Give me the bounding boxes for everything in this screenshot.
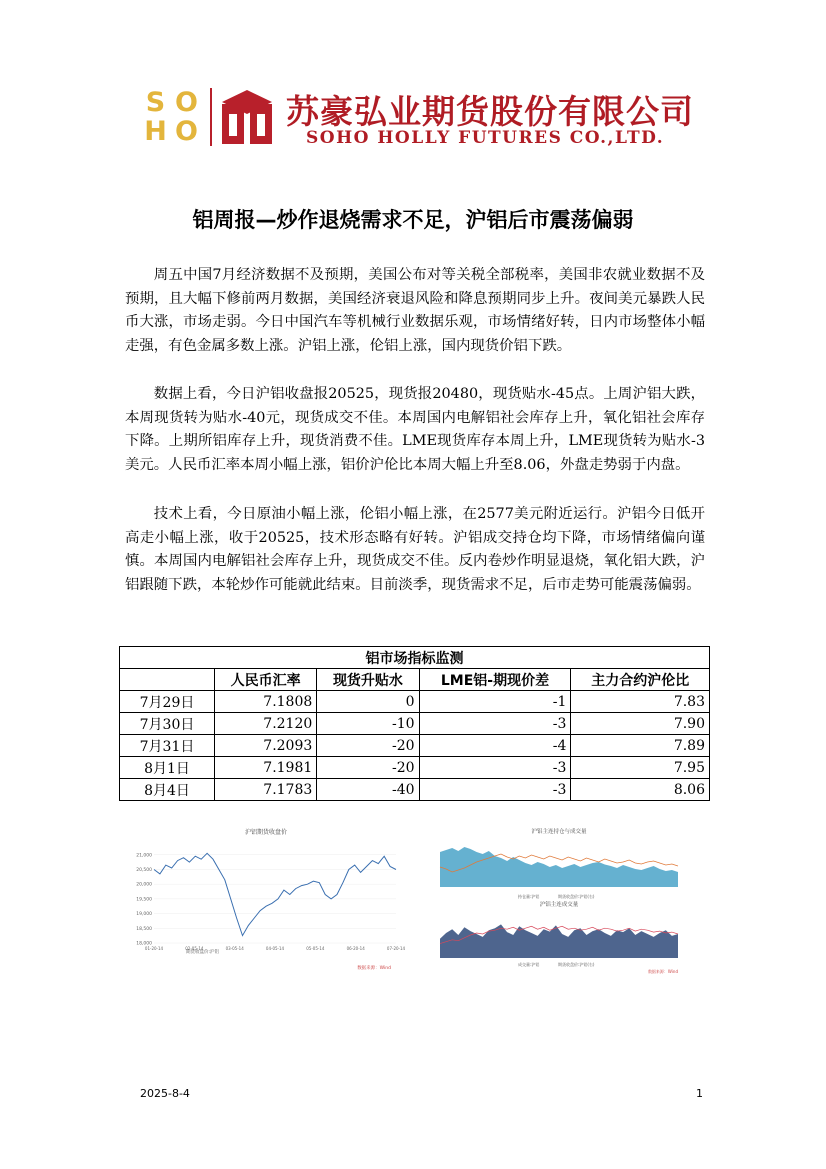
table-row <box>120 735 710 757</box>
table-cell: 7月30日 <box>120 713 215 735</box>
legend-entry: 成交量:沪铝 <box>518 962 540 967</box>
table-cell: -1 <box>419 691 571 713</box>
x-tick-label: 01-20-14 <box>144 946 164 951</box>
table-cell: 7.2093 <box>215 735 317 757</box>
x-tick-label: 03-05-14 <box>225 946 244 951</box>
series-area <box>440 847 678 887</box>
legend-entry: 期货收盘价:沪铝 <box>186 950 220 955</box>
table-cell: 7.1783 <box>215 779 317 801</box>
page-number: 1 <box>696 1087 703 1100</box>
table-cell: 8.06 <box>571 779 710 801</box>
table-cell: 7.1808 <box>215 691 317 713</box>
table-cell: 7月29日 <box>120 691 215 713</box>
x-tick-label: 02-05-14 <box>185 946 204 951</box>
table-cell: -4 <box>419 735 571 757</box>
company-name-en: SOHO HOLLY FUTURES CO.,LTD. <box>306 128 665 148</box>
logo-letter: O <box>175 116 198 147</box>
chart-open-interest <box>428 825 690 900</box>
table-cell: 7.95 <box>571 757 710 779</box>
y-tick-label: 21,000 <box>136 853 152 859</box>
x-tick-label: 05-05-14 <box>306 946 325 951</box>
company-name-cn: 苏豪弘业期货股份有限公司 <box>286 92 694 131</box>
table-header-row <box>120 669 710 691</box>
table-cell: -20 <box>317 757 419 779</box>
table-row <box>120 757 710 779</box>
table-cell: 8月1日 <box>120 757 215 779</box>
aluminum-monitor-table <box>119 646 710 801</box>
table-header: 人民币汇率 <box>215 669 317 691</box>
table-cell: 7.2120 <box>215 713 317 735</box>
y-tick-label: 18,500 <box>136 926 152 932</box>
table-header: 主力合约沪伦比 <box>571 669 710 691</box>
footer-date: 2025-8-4 <box>140 1087 190 1100</box>
table-cell: 7.83 <box>571 691 710 713</box>
table-title: 铝市场指标监测 <box>120 647 710 669</box>
paragraph-technical: 技术上看，今日原油小幅上涨，伦铝小幅上涨，在2577美元附近运行。沪铝今日低开高走小幅上涨，收于20525，技术形态略有好转。沪铝成交持仓均下降，市场情绪偏向谨慎。本周国内电解铝社会库存上升，现货成交不佳。反内卷炒作明显退烧，氧化铝大跌，沪铝跟随下跌，本轮炒作可能就此结束。目前淡季，现货需求不足，后市走势可能震荡偏弱。 <box>125 506 705 593</box>
x-tick-label: 04-05-14 <box>265 946 285 951</box>
x-tick-label: 07-20-14 <box>386 946 406 951</box>
table-row <box>120 779 710 801</box>
brand-mark-icon <box>220 88 274 146</box>
y-tick-label: 20,000 <box>136 882 152 888</box>
gridlines <box>154 855 396 943</box>
x-axis <box>145 946 406 951</box>
y-tick-label: 20,500 <box>136 867 152 873</box>
soho-logo <box>140 88 202 146</box>
legend-entry: 持仓量:沪铝 <box>518 894 540 899</box>
chart-source: 数据来源：Wind <box>647 969 678 974</box>
table-cell: -20 <box>317 735 419 757</box>
report-title: 铝周报—炒作退烧需求不足，沪铝后市震荡偏弱 <box>192 208 634 232</box>
table-cell: 7.1981 <box>215 757 317 779</box>
y-tick-label: 18,000 <box>136 941 152 947</box>
chart-volume <box>428 900 690 975</box>
table-cell: 0 <box>317 691 419 713</box>
series-line <box>154 853 396 935</box>
series-lines <box>154 853 396 935</box>
table-cell: -3 <box>419 713 571 735</box>
legend-entry: 期货收盘价:沪铝(右) <box>558 962 595 967</box>
chart-title: 沪铝主连持仓与成交量 <box>531 829 587 835</box>
table-header: 现货升贴水 <box>317 669 419 691</box>
logo-letter: O <box>175 87 198 118</box>
table-row <box>120 691 710 713</box>
logo-divider <box>210 88 212 146</box>
table-header: LME铝-期现价差 <box>419 669 571 691</box>
legend-entry: 期货收盘价:沪铝(右) <box>558 894 595 899</box>
table-cell: 7.89 <box>571 735 710 757</box>
table-header <box>120 669 215 691</box>
company-header <box>140 82 700 154</box>
table-cell: 8月4日 <box>120 779 215 801</box>
series-area <box>440 924 678 958</box>
y-tick-label: 19,000 <box>136 912 152 918</box>
chart-title: 沪铝期货收盘价 <box>244 829 288 836</box>
paragraph-data: 数据上看，今日沪铝收盘报20525，现货报20480，现货贴水-45点。上周沪铝大跌，本周现货转为贴水-40元，现货成交不佳。本周国内电解铝社会库存上升，氧化铝社会库存下降。上期所铝库存上升，现货消费不佳。LME现货库存本周上升，LME现货转为贴水-3美元。人民币汇率本周小幅上涨，铝价沪伦比本周大幅上升至8.06，外盘走势弱于内盘。 <box>125 386 705 473</box>
table-cell: 7月31日 <box>120 735 215 757</box>
logo-letter: H <box>144 116 167 147</box>
logo-letter: S <box>145 87 166 118</box>
table-cell: -3 <box>419 779 571 801</box>
paragraph-macro: 周五中国7月经济数据不及预期，美国公布对等关税全部税率，美国非农就业数据不及预期，且大幅下修前两月数据，美国经济衰退风险和降息预期同步上升。夜间美元暴跌人民币大涨，市场走弱。今日中国汽车等机械行业数据乐观，市场情绪好转，日内市场整体小幅走强，有色金属多数上涨。沪铝上涨，伦铝上涨，国内现货价铝下跌。 <box>125 267 705 354</box>
y-axis <box>136 852 152 946</box>
chart-title: 沪铝主连成交量 <box>539 902 579 908</box>
series-area <box>440 847 678 887</box>
table-cell: -3 <box>419 757 571 779</box>
table-row <box>120 713 710 735</box>
chart-source: 数据来源：Wind <box>357 966 391 971</box>
y-tick-label: 19,500 <box>136 897 152 903</box>
table-cell: -10 <box>317 713 419 735</box>
table-cell: 7.90 <box>571 713 710 735</box>
x-tick-label: 06-20-14 <box>346 946 365 951</box>
table-cell: -40 <box>317 779 419 801</box>
chart-close-price <box>126 825 406 973</box>
